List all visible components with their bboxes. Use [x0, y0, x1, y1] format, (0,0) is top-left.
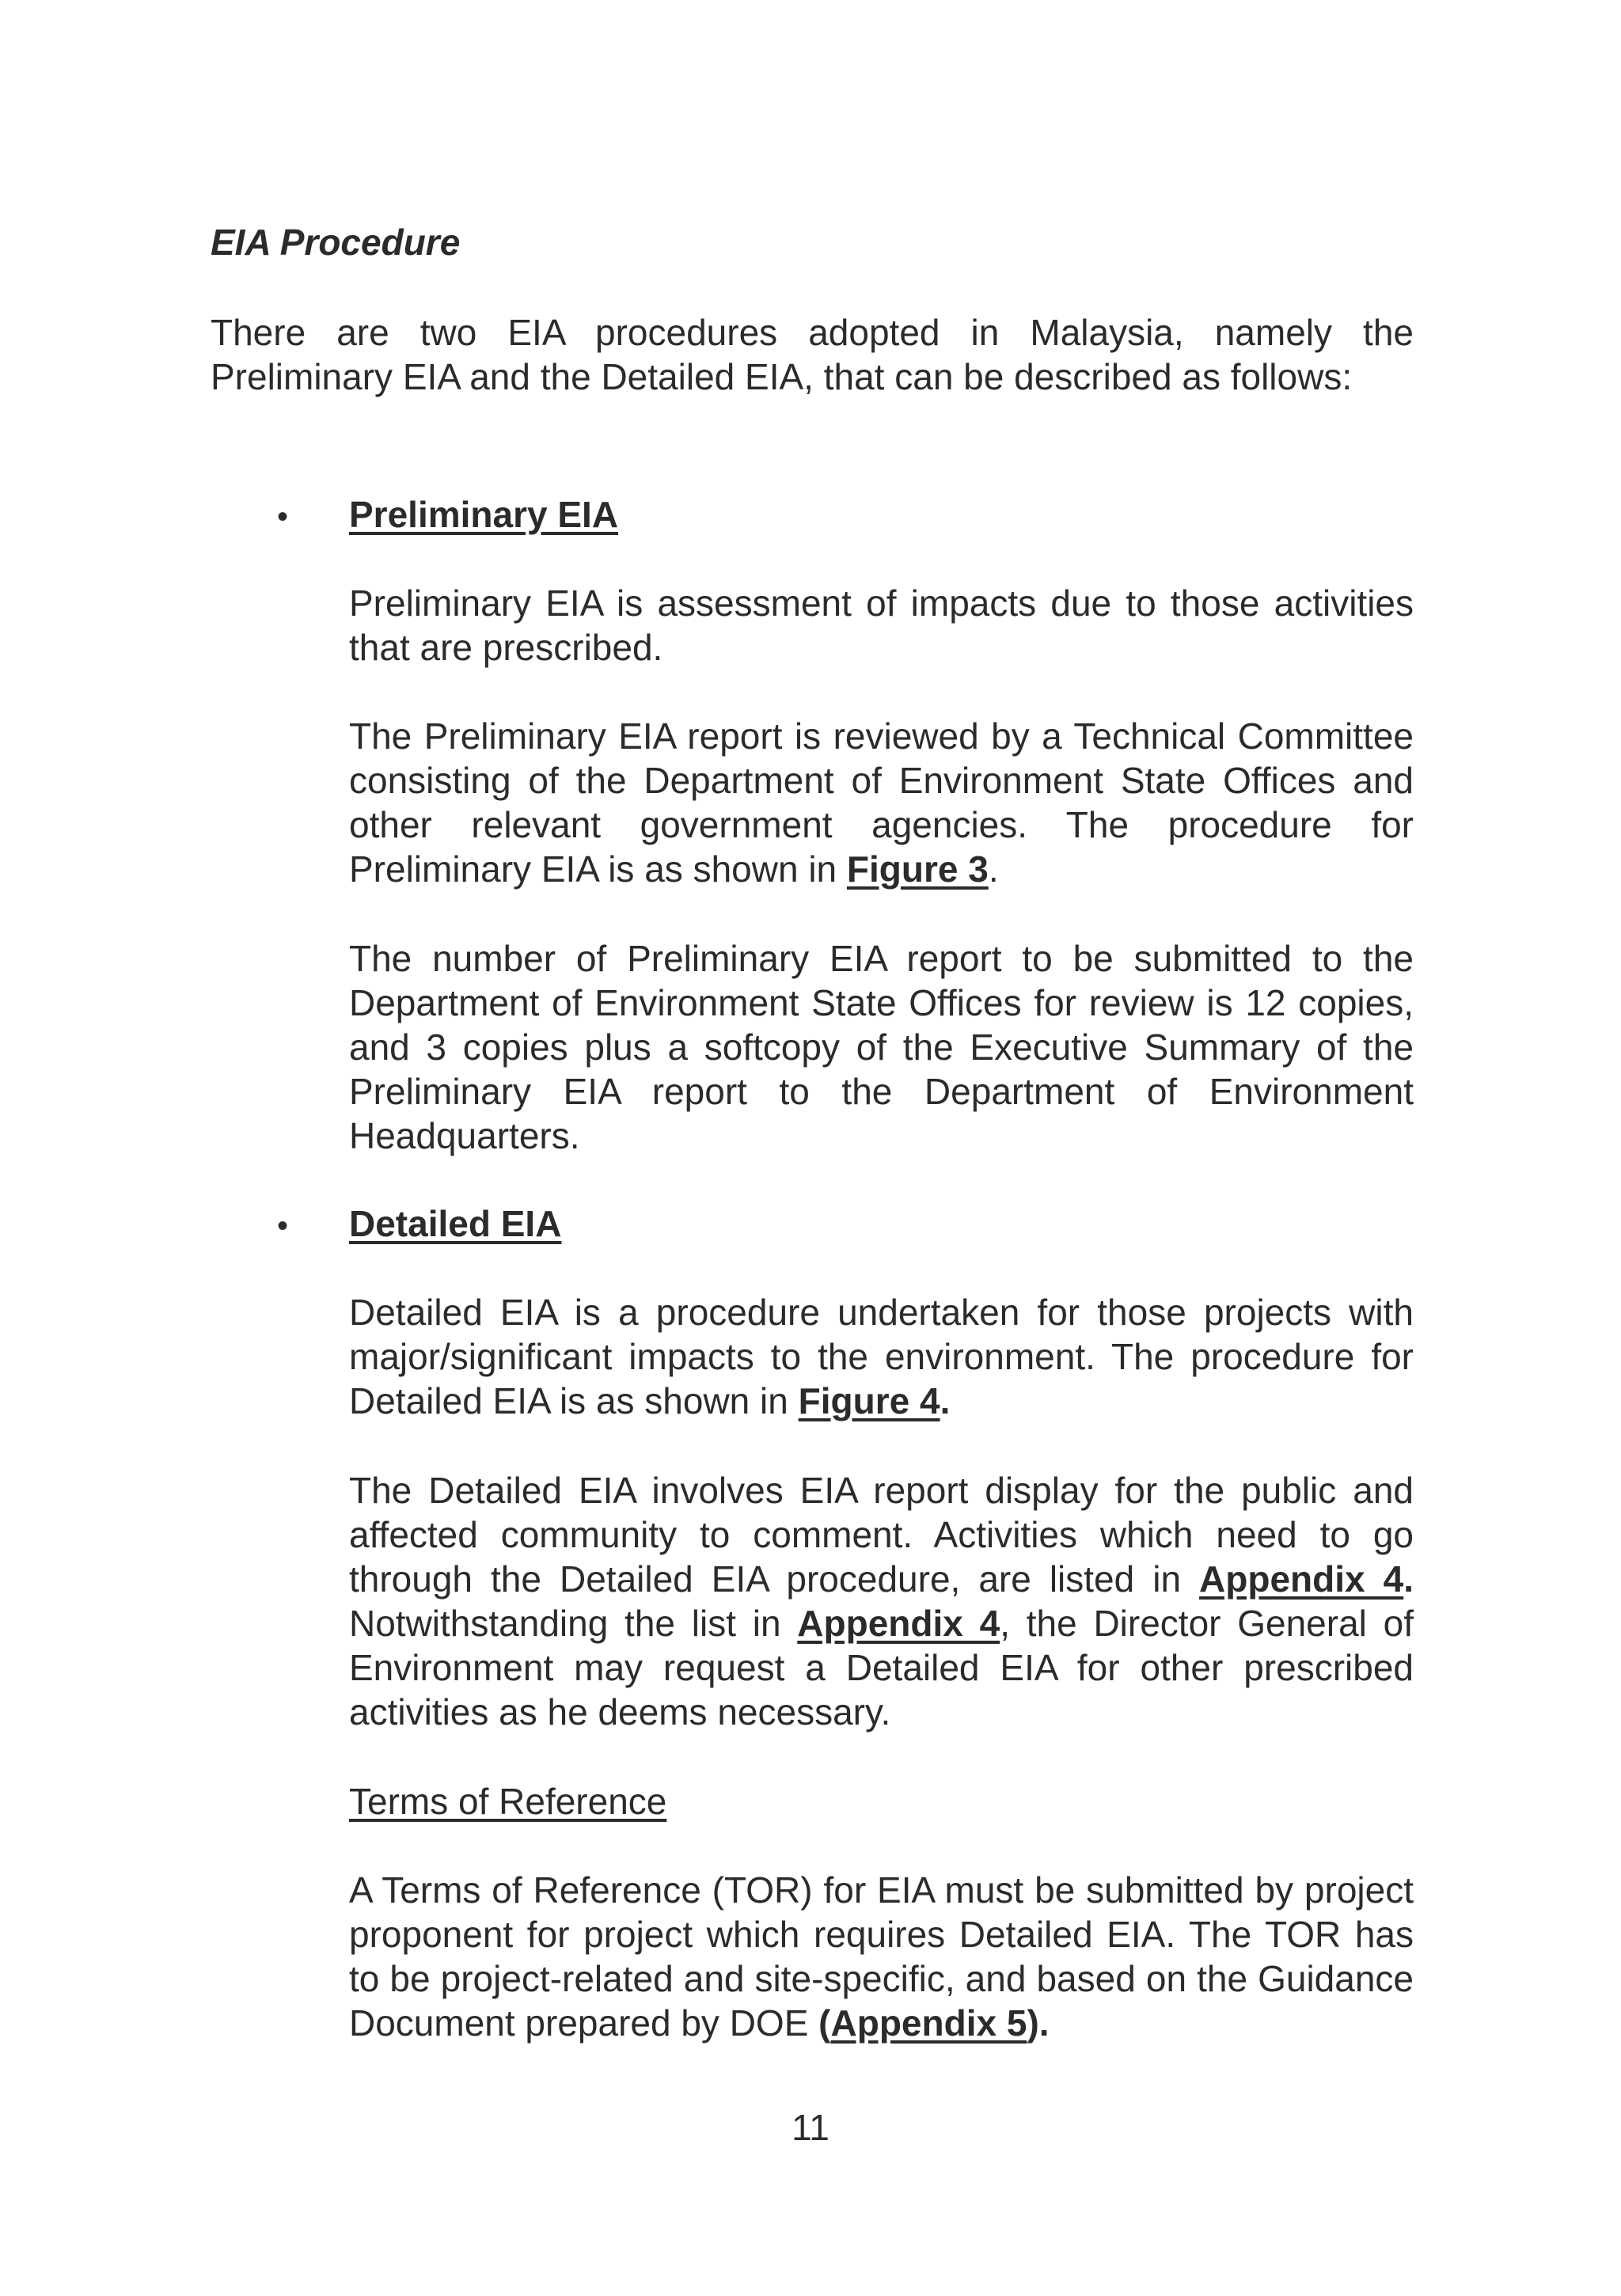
preliminary-paragraph-3: The number of Preliminary EIA report to be submitted to the Department of Environment State Offices for review is 12 copies, and 3 copies plus a softcopy of the Executive Summary of the Preliminary EIA report to the Department of Environment Headquarters. — [349, 938, 1414, 1156]
section-heading: EIA Procedure — [211, 222, 461, 263]
bullet-preliminary-eia — [277, 492, 618, 539]
preliminary-paragraph-2-text: The Preliminary EIA report is reviewed by a Technical Committee consisting of the Department of Environment State Offices and other relevant government agencies. The procedure for Preliminary EIA is as shown in — [349, 715, 1414, 890]
detailed-paragraph-1 — [349, 1290, 1414, 1423]
tor-text: A Terms of Reference (TOR) for EIA must be submitted by project proponent for project which requires Detailed EIA. The TOR has to be project-related and site-specific, and based on the Guidance Document prepared by DOE — [349, 1869, 1414, 2044]
appendix-4-link-second[interactable]: Appendix 4 — [797, 1603, 1000, 1644]
detailed-paragraph-2-text-c: , the Director General of Environment may request a Detailed EIA for other prescribed activities as he deems necessary. — [349, 1603, 1414, 1732]
preliminary-eia-title: Preliminary EIA — [349, 494, 619, 535]
appendix-4-link[interactable]: Appendix 4 — [1199, 1558, 1404, 1600]
detailed-paragraph-1-end: . — [940, 1380, 951, 1421]
preliminary-paragraph-1: Preliminary EIA is assessment of impacts due to those activities that are prescribed. — [349, 583, 1414, 668]
preliminary-paragraph-2 — [349, 714, 1414, 891]
tor-open-paren: ( — [818, 2002, 831, 2044]
detailed-eia-title: Detailed EIA — [349, 1203, 562, 1244]
appendix-5-link[interactable]: Appendix 5 — [830, 2002, 1027, 2044]
bullet-icon: • — [277, 499, 289, 534]
detailed-paragraph-2-text-a: The Detailed EIA involves EIA report display for the public and affected community to comment. Activities which need to go through the Detailed EIA procedure, are listed in — [349, 1470, 1414, 1600]
page-number: 11 — [792, 2107, 829, 2148]
detailed-paragraph-2-dot: . — [1403, 1558, 1414, 1600]
detailed-paragraph-2-text-b: Notwithstanding the list in — [349, 1603, 798, 1644]
tor-close-paren: ). — [1027, 2002, 1050, 2044]
intro-paragraph: There are two EIA procedures adopted in Malaysia, namely the Preliminary EIA and the Detailed EIA, that can be described as follows: — [211, 312, 1414, 397]
terms-of-reference-heading: Terms of Reference — [349, 1781, 667, 1822]
figure-3-link[interactable]: Figure 3 — [846, 848, 989, 890]
bullet-detailed-eia — [277, 1201, 561, 1248]
detailed-paragraph-2 — [349, 1468, 1414, 1734]
terms-of-reference-paragraph — [349, 1868, 1414, 2045]
detailed-paragraph-1-text: Detailed EIA is a procedure undertaken for those projects with major/significant impacts to the environment. The procedure for Detailed EIA is as shown in — [349, 1292, 1414, 1421]
preliminary-paragraph-2-end: . — [988, 848, 999, 890]
bullet-icon: • — [277, 1209, 289, 1243]
figure-4-link[interactable]: Figure 4 — [798, 1380, 940, 1421]
